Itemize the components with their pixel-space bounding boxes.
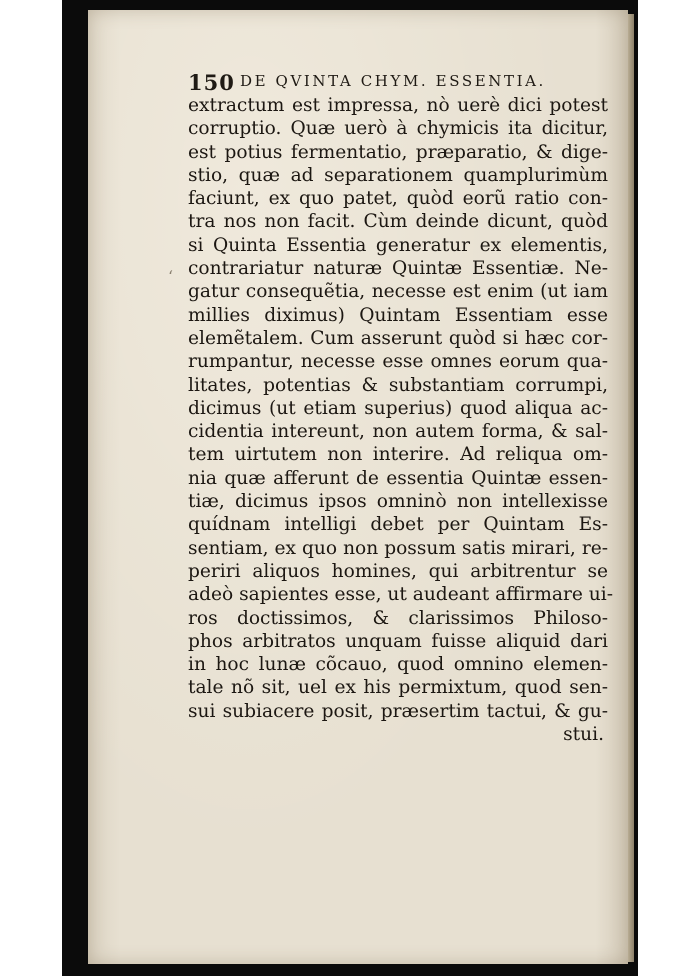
- page-number: 150: [188, 70, 235, 95]
- text-line: corruptio. Quæ uerò à chymicis ita dicitur,: [188, 118, 608, 140]
- text-line: tiæ, dicimus ipsos omninò non intellexisse: [188, 491, 608, 513]
- text-line: tem uirtutem non interire. Ad reliqua om-: [188, 444, 608, 466]
- text-line: si Quinta Essentia generatur ex elementis,: [188, 234, 608, 256]
- text-line: cidentia intereunt, non autem forma, & sal-: [188, 421, 608, 443]
- text-line: rumpantur, necesse esse omnes eorum qua-: [188, 351, 608, 373]
- text-line: est potius fermentatio, præparatio, & dige-: [188, 141, 608, 163]
- text-line: ros doctissimos, & clarissimos Philoso-: [188, 607, 608, 629]
- text-line: tale nõ sit, uel ex his permixtum, quod sen-: [188, 677, 608, 699]
- body-text: [188, 94, 614, 746]
- text-line: nia quæ afferunt de essentia Quintæ essen-: [188, 467, 608, 489]
- text-line: gatur consequẽtia, necesse est enim (ut iam: [188, 281, 608, 303]
- text-line: tra nos non facit. Cùm deinde dicunt, quòd: [188, 211, 608, 233]
- stray-mark: ‘: [168, 267, 174, 286]
- text-line: quídnam intelligi debet per Quintam Es-: [188, 514, 608, 536]
- text-line-final: stui.: [563, 724, 604, 746]
- text-line: extractum est impressa, nò uerè dici potest: [188, 95, 608, 116]
- text-line: adeò sapientes esse, ut audeant affirmare ui-: [188, 584, 614, 606]
- page-header: [188, 70, 588, 94]
- text-line: millies diximus) Quintam Essentiam esse: [188, 304, 608, 326]
- page-edge: [628, 14, 634, 962]
- text-line: elemẽtalem. Cum asserunt quòd si hæc cor-: [188, 327, 608, 349]
- text-line: contrariatur naturæ Quintæ Essentiæ. Ne-: [188, 258, 608, 280]
- text-line: sui subiacere posit, præsertim tactui, & gu-: [188, 700, 608, 722]
- text-line: in hoc lunæ cõcauo, quod omnino elemen-: [188, 654, 608, 676]
- text-line: faciunt, ex quo patet, quòd eorũ ratio con-: [188, 188, 608, 210]
- text-line: stio, quæ ad separationem quamplurimùm: [188, 164, 608, 186]
- running-head: DE QVINTA CHYM. ESSENTIA.: [240, 72, 546, 90]
- text-line: phos arbitratos unquam fuisse aliquid dari: [188, 630, 608, 652]
- text-line: sentiam, ex quo non possum satis mirari, re-: [188, 537, 608, 559]
- text-line: litates, potentias & substantiam corrumpi,: [188, 374, 608, 396]
- text-line: periri aliquos homines, qui arbitrentur se: [188, 560, 608, 582]
- text-line: dicimus (ut etiam superius) quod aliqua ac-: [188, 397, 608, 419]
